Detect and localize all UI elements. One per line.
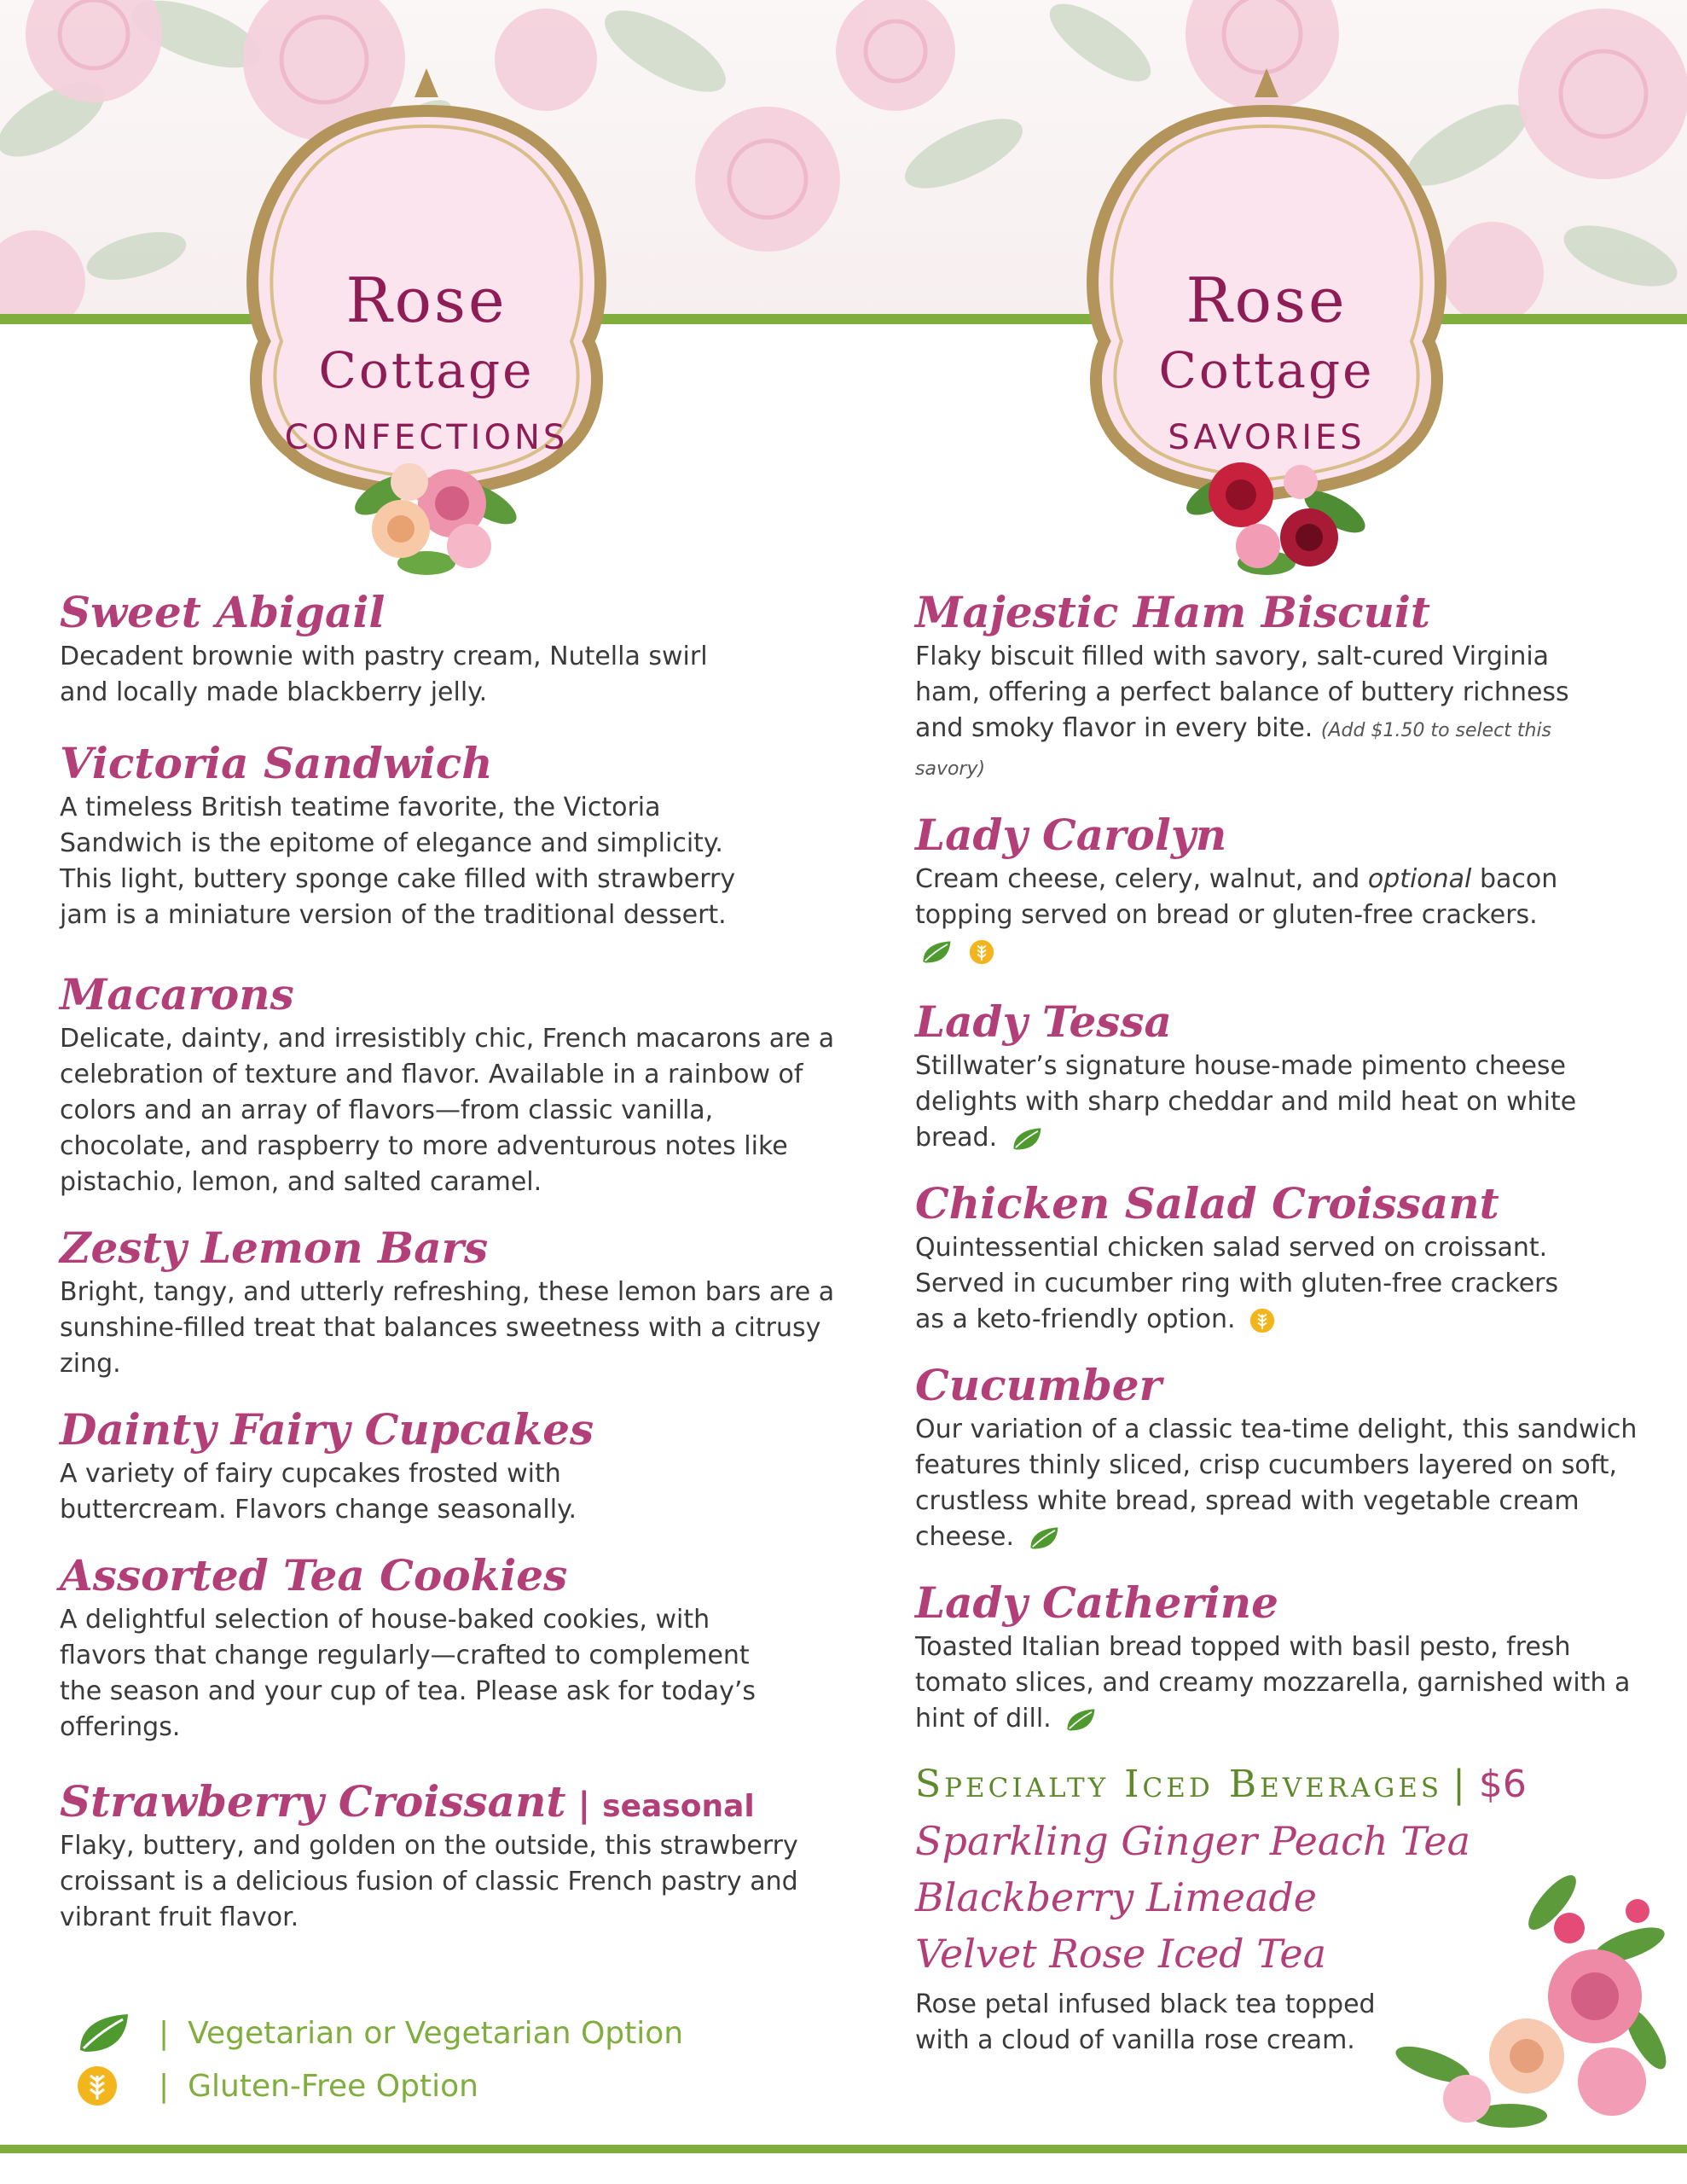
menu-item [60,1224,878,1382]
item-title: Chicken Salad Croissant [915,1178,1499,1228]
wheat-icon [1249,1307,1276,1334]
bottom-green-rule [0,2145,1687,2153]
item-title: Assorted Tea Cookies [60,1550,568,1600]
item-description-text: Stillwater’s signature house-made pimento cheese delights with sharp cheddar and mild heat on white bread. [915,1051,1577,1153]
confections-crest [239,51,614,597]
legend-vegetarian [75,2007,683,2059]
savories-crest-line1: Rose [1186,264,1348,336]
beverages-header [915,1763,1666,1806]
menu-item [60,1778,878,1936]
item-description [915,639,1597,787]
item-title: Lady Carolyn [915,810,1227,860]
menu-item [60,1552,793,1745]
item-title: Zesty Lemon Bars [60,1223,489,1273]
leaf-icon [1064,1707,1099,1733]
beverage-item: Velvet Rose Iced Tea [915,1931,1327,1977]
legend-separator: | [159,2015,170,2051]
item-title-text: Strawberry Croissant [60,1776,566,1827]
confections-crest-line1: Rose [345,264,507,336]
item-title [60,1778,878,1825]
wheat-icon [968,938,995,966]
menu-item [915,998,1666,1156]
leaf-icon [75,2011,135,2055]
item-description: Flaky, buttery, and golden on the outside, this strawberry croissant is a delicious fusion of classic French pastry and vibrant fruit flavor. [60,1831,798,1932]
item-title: Cucumber [915,1360,1162,1410]
menu-item [915,1180,1666,1338]
menu-item [915,811,1666,969]
beverage-description: Rose petal infused black tea topped with a cloud of vanilla rose cream. [915,1989,1376,2055]
menu-item [60,589,708,711]
beverages-title: Specialty Iced Beverages [915,1763,1443,1806]
item-description: Delicate, dainty, and irresistibly chic, French macarons are a celebration of texture and flavor. Available in a rainbow of colors and an array of flavors—from classic vanilla, chocolate, and raspberry to more adventurous notes like pistachio, lemon, and salted caramel. [60,1024,835,1197]
item-title: Lady Tessa [915,996,1172,1047]
leaf-icon [1011,1126,1045,1152]
item-title: Macarons [60,969,294,1019]
menu-item [915,1362,1666,1555]
menu-item [915,1579,1666,1737]
item-title: Majestic Ham Biscuit [915,587,1430,637]
menu-item [60,740,742,933]
item-title: Sweet Abigail [60,587,386,637]
legend-vegetarian-label: Vegetarian or Vegetarian Option [188,2015,684,2051]
seasonal-tag: seasonal [602,1789,755,1824]
item-description: A delightful selection of house-baked cookies, with flavors that change regularly—crafted to complement the season and your cup of tea. Please ask for today’s offerings. [60,1605,757,1742]
legend-gluten-free-label: Gluten-Free Option [188,2068,478,2104]
menu-item [915,589,1666,787]
confections-crest-line3: CONFECTIONS [284,418,569,457]
item-description [915,862,1580,969]
item-description-text: Cream cheese, celery, walnut, and [915,864,1368,894]
item-description-text: Toasted Italian bread topped with basil pesto, fresh tomato slices, and creamy mozzarella, garnished with a hint of dill. [915,1632,1631,1734]
wheat-icon [75,2064,135,2108]
item-description-text: Our variation of a classic tea-time delight, this sandwich features thinly sliced, crisp cucumbers layered on soft, crustless white bread, spread with vegetable cream cheese. [915,1414,1638,1552]
item-description [915,1629,1666,1737]
item-title: Lady Catherine [915,1577,1278,1628]
beverage-item: Blackberry Limeade [915,1874,1318,1920]
item-description: A variety of fairy cupcakes frosted with buttercream. Flavors change seasonally. [60,1459,577,1525]
item-description-text: Flaky biscuit filled with savory, salt-cured Virginia ham, offering a perfect balance of buttery richness and smoky flavor in every bite. [915,642,1569,743]
item-description [915,1048,1640,1156]
legend-separator: | [159,2068,170,2104]
corner-rose-bouquet-icon [1382,1868,1672,2141]
confections-column [60,589,878,1960]
item-description: Bright, tangy, and utterly refreshing, these lemon bars are a sunshine-filled treat that balances sweetness with a citrusy zing. [60,1277,835,1379]
dietary-legend [75,2007,683,2112]
item-description-text: Quintessential chicken salad served on croissant. Served in cucumber ring with gluten-free crackers as a keto-friendly option. [915,1233,1559,1334]
leaf-icon [1028,1525,1062,1551]
menu-item [60,971,844,1200]
confections-crest-line2: Cottage [318,341,535,399]
savories-crest-line3: SAVORIES [1168,418,1365,457]
beverage-item: Sparkling Ginger Peach Tea [915,1818,1471,1864]
savories-crest-line2: Cottage [1158,341,1375,399]
menu-item [60,1406,725,1528]
item-description [915,1412,1666,1555]
item-description: Decadent brownie with pastry cream, Nutella swirl and locally made blackberry jelly. [60,642,708,707]
savories-crest [1079,51,1454,597]
item-description [915,1230,1563,1338]
item-title: Dainty Fairy Cupcakes [60,1404,594,1455]
leaf-icon [920,939,954,965]
price-note: (Add $1.50 to select this savory) [915,720,1552,780]
beverages-price: $6 [1478,1763,1527,1806]
savories-column [915,589,1666,2059]
item-description-emphasis: optional [1367,864,1472,894]
legend-gluten-free [75,2059,683,2112]
item-title: Victoria Sandwich [60,738,493,788]
beverages-separator: | [1452,1763,1469,1806]
title-separator: | [577,1786,591,1825]
item-description-text: bacon topping served on bread or gluten-free crackers. [915,864,1558,930]
item-description: A timeless British teatime favorite, the Victoria Sandwich is the epitome of elegance and simplicity. This light, buttery sponge cake filled with strawberry jam is a miniature version of the traditional dessert. [60,793,736,930]
